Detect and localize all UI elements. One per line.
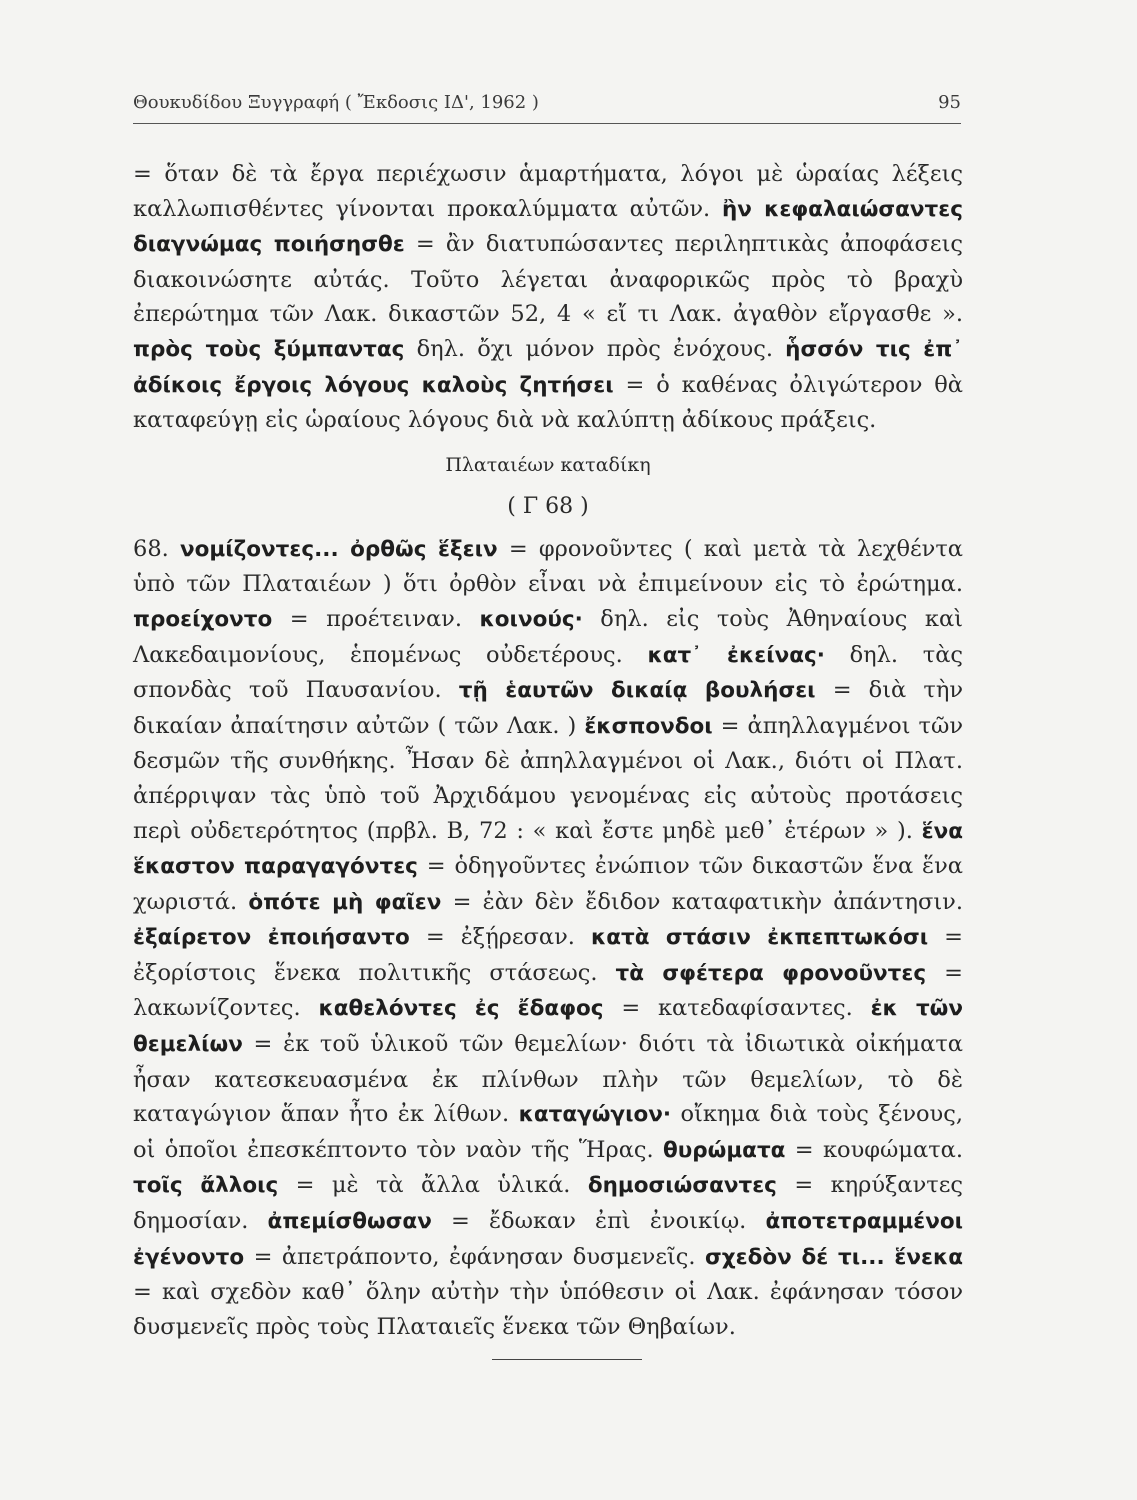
commentary-paragraph-68 (133, 532, 963, 1345)
text-run: = καὶ σχεδὸν καθ᾽ ὅλην αὐτὴν τὴν ὑπόθεσιν οἱ Λακ. ἐφάνησαν τόσον δυσμενεῖς πρὸς τοὺς Πλαταιεῖς ἕνεκα τῶν Θηβαίων. (133, 1279, 963, 1340)
text-run: = λακωνίζοντες. (133, 959, 963, 1022)
text-run: = κουφώματα. (785, 1136, 963, 1163)
lemma: ἔκσπονδοι (584, 713, 713, 739)
section-reference: ( Γ 68 ) (507, 493, 589, 519)
text-run: = ἐξορίστοις ἕνεκα πολιτικῆς στάσεως. (133, 924, 963, 986)
lemma: προείχοντο (133, 606, 273, 632)
lemma: θυρώματα (663, 1137, 786, 1163)
lemma: τοῖς ἄλλοις (133, 1173, 279, 1199)
body-text (133, 157, 963, 1344)
lemma: τῇ ἑαυτῶν δικαίᾳ βουλήσει (458, 678, 816, 704)
lemma: ἐξαίρετον ἐποιήσαντο (133, 925, 410, 951)
lemma: ὁπότε μὴ φαῖεν (248, 889, 442, 915)
text-run: = ὁδηγοῦντες ἐνώπιον τῶν δικαστῶν ἕνα ἕνα χωριστά. (133, 853, 963, 915)
lemma: ἀποτετραμμένοι ἐγένοντο (133, 1209, 964, 1270)
end-rule (492, 1359, 642, 1360)
header-rule (133, 123, 961, 124)
commentary-paragraph-1 (133, 157, 963, 438)
text-run: = ἐκ τοῦ ὑλικοῦ τῶν θεμελίων· διότι τὰ ἰδιωτικὰ οἰκήματα ἦσαν κατεσκευασμένα ἐκ πλίνθων πλὴν τῶν θεμελίων, τὸ δὲ καταγώγιον ἅπαν ἦτο ἐκ λίθων. (133, 1031, 963, 1128)
running-head (133, 92, 961, 120)
lemma: ἐκ τῶν θεμελίων (133, 996, 964, 1058)
lemma: καθελόντες ἐς ἔδαφος (318, 996, 604, 1022)
lemma: κοινούς· (479, 606, 583, 632)
chapter-number: 68. (133, 535, 180, 562)
lemma: κατὰ στάσιν ἐκπεπτωκόσι (590, 925, 929, 951)
text-run: = ἐὰν δὲν ἔδιδον καταφατικὴν ἀπάντησιν. (441, 888, 963, 915)
text-run: = ἀπηλλαγμένοι τῶν δεσμῶν τῆς συνθήκης. Ἦσαν δὲ ἀπηλλαγμένοι οἱ Λακ., διότι οἱ Πλατ. ἀπέρριψαν τὰς ὑπὸ τοῦ Ἀρχιδάμου γενομένας εἰς αὐτοὺς προτάσεις περὶ οὐδετερότητος (πρβλ. Β, 72 : « καὶ ἔστε μηδὲ μεθ᾽ ἑτέρων » ). (133, 712, 964, 844)
text-run: = διὰ τὴν δικαίαν ἀπαίτησιν αὐτῶν ( τῶν Λακ. ) (133, 677, 963, 739)
text-run: οἴκημα διὰ τοὺς ξένους, οἱ ὁποῖοι ἐπεσκέπτοντο τὸν ναὸν τῆς Ἥρας. (133, 1101, 963, 1163)
lemma: νομίζοντες... ὀρθῶς ἕξειν (179, 536, 498, 562)
page-number: 95 (938, 92, 961, 113)
lemma: ἕνα ἕκαστον παραγαγόντες (133, 818, 963, 880)
text-run: δηλ. εἰς τοὺς Ἀθηναίους καὶ Λακεδαιμονίους, ἑπομένως οὐδετέρους. (133, 605, 963, 668)
lemma: πρὸς τοὺς ξύμπαντας (133, 336, 405, 362)
text-run: = μὲ τὰ ἄλλα ὑλικά. (278, 1172, 588, 1199)
lemma: ἧσσόν τις ἐπ᾽ ἀδίκοις ἔργοις λόγους καλοὺς ζητήσει (133, 336, 964, 398)
text-run: = ἀπετράποντο, ἐφάνησαν δυσμενεῖς. (244, 1243, 705, 1270)
lemma: δημοσιώσαντες (587, 1173, 777, 1199)
section-heading: Πλαταιέων καταδίκη (445, 453, 651, 476)
text-run: = προέτειναν. (272, 605, 480, 632)
text-run: δηλ. τὰς σπονδὰς τοῦ Παυσανίου. (133, 641, 963, 704)
text-run: = φρονοῦντες ( καὶ μετὰ τὰ λεχθέντα ὑπὸ τῶν Πλαταιέων ) ὅτι ὀρθὸν εἶναι νὰ ἐπιμείνουν εἰς τὸ ἐρώτημα. (133, 535, 963, 598)
text-run: = ἔδωκαν ἐπὶ ἐνοικίῳ. (431, 1208, 766, 1235)
lemma: ἢν κεφαλαιώσαντες διαγνώμας ποιήσησθε (133, 196, 963, 258)
text-run: = κατεδαφίσαντες. (603, 995, 871, 1022)
text-run: = ὁ καθένας ὀλιγώτερον θὰ καταφεύγῃ εἰς ὡραίους λόγους διὰ νὰ καλύπτῃ ἀδίκους πράξεις. (133, 371, 964, 434)
lemma: καταγώγιον· (518, 1102, 672, 1128)
text-run: = ὅταν δὲ τὰ ἔργα περιέχωσιν ἁμαρτήματα, λόγοι μὲ ὡραίας λέξεις καλλωπισθέντες γίνονται προκαλύμματα αὐτῶν. (133, 161, 963, 222)
lemma: σχεδὸν δέ τι... ἕνεκα (704, 1244, 963, 1270)
lemma: κατ᾽ ἐκείνας· (647, 642, 825, 668)
text-run: δηλ. ὄχι μόνον πρὸς ἐνόχους. (404, 335, 786, 362)
lemma: τὰ σφέτερα φρονοῦντες (615, 960, 927, 986)
running-head-title: Θουκυδίδου Ξυγγραφή ( Ἔκδοσις ΙΔ', 1962 ) (133, 92, 539, 113)
text-run: = ἐξῄρεσαν. (409, 924, 591, 951)
lemma: ἀπεμίσθωσαν (267, 1209, 432, 1235)
text-run: = κηρύξαντες δημοσίαν. (133, 1172, 963, 1235)
text-run: = ἂν διατυπώσαντες περιληπτικὰς ἀποφάσεις διακοινώσητε αὐτάς. Τοῦτο λέγεται ἀναφορικῶς πρὸς τὸ βραχὺ ἐπερώτημα τῶν Λακ. δικαστῶν 52, 4 « εἴ τι Λακ. ἀγαθὸν εἴργασθε ». (133, 231, 964, 328)
